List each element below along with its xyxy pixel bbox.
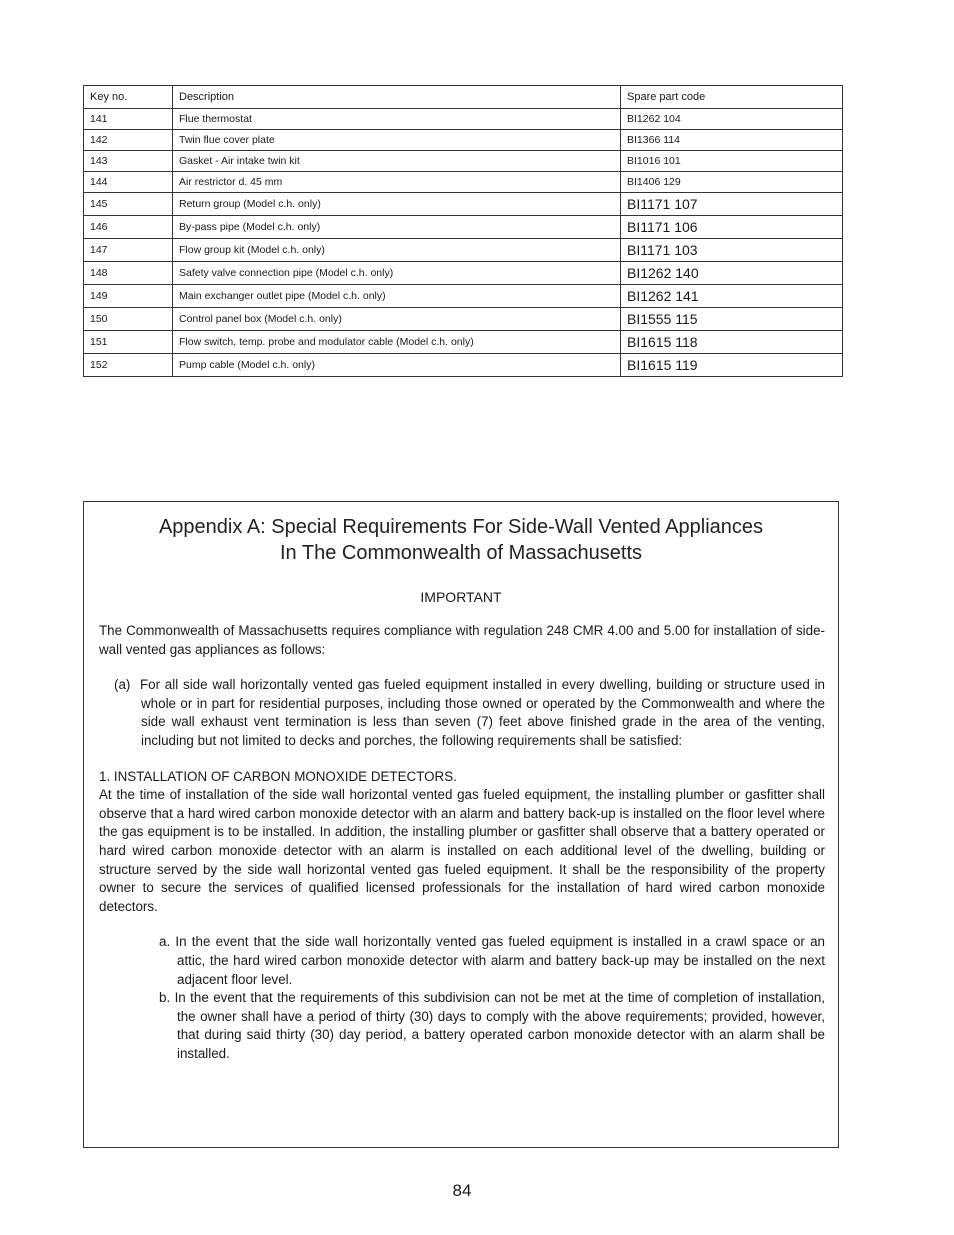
appendix-a-box [83, 501, 839, 1148]
key-no-cell: 144 [84, 172, 173, 193]
spare-part-code-cell: BI1615 118 [621, 331, 843, 354]
description-cell: Twin flue cover plate [173, 130, 621, 151]
description-cell: Pump cable (Model c.h. only) [173, 354, 621, 377]
spare-part-code-cell: BI1171 103 [621, 239, 843, 262]
table-row [84, 193, 843, 216]
key-no-cell: 146 [84, 216, 173, 239]
table-row [84, 239, 843, 262]
description-cell: Control panel box (Model c.h. only) [173, 308, 621, 331]
spare-part-code-cell: BI1171 107 [621, 193, 843, 216]
key-no-cell: 152 [84, 354, 173, 377]
table-row [84, 216, 843, 239]
table-row [84, 130, 843, 151]
item-a-paragraph: (a) For all side wall horizontally vented gas fueled equipment installed in every dwelling, building or structure used in whole or in part for residential purposes, including those owned or operated by the Commonwealth and where the side wall exhaust vent termination is less than seven (7) feet above finished grade in the area of the venting, including but not limited to decks and porches, the following requirements shall be satisfied: [114, 677, 825, 748]
key-no-cell: 150 [84, 308, 173, 331]
spare-parts-table [83, 85, 843, 377]
spare-part-code-cell: BI1615 119 [621, 354, 843, 377]
description-cell: By-pass pipe (Model c.h. only) [173, 216, 621, 239]
spare-part-code-cell: BI1262 104 [621, 109, 843, 130]
page-number: 84 [452, 1181, 472, 1200]
important-heading: IMPORTANT [420, 589, 502, 605]
section-1-body: At the time of installation of the side wall horizontal vented gas fueled equipment, the installing plumber or gasfitter shall observe that a hard wired carbon monoxide detector with an alarm and battery back-up is installed on the floor level where the gas equipment is to be installed. In addition, the installing plumber or gasfitter shall observe that a battery operated or hard wired carbon monoxide detector with an alarm is installed on each additional level of the dwelling, building or structure served by the side wall horizontal vented gas fueled equipment. It shall be the responsibility of the property owner to secure the services of qualified licensed professionals for the installation of hard wired carbon monoxide detectors. [99, 787, 825, 914]
table-row [84, 331, 843, 354]
spare-part-code-cell: BI1262 141 [621, 285, 843, 308]
header-key-no: Key no. [84, 86, 173, 109]
table-row [84, 109, 843, 130]
section-1-heading: 1. INSTALLATION OF CARBON MONOXIDE DETECTORS. [99, 768, 457, 784]
description-cell: Flue thermostat [173, 109, 621, 130]
table-row [84, 262, 843, 285]
description-cell: Safety valve connection pipe (Model c.h. only) [173, 262, 621, 285]
spare-part-code-cell: BI1262 140 [621, 262, 843, 285]
header-spare-part-code: Spare part code [621, 86, 843, 109]
description-cell: Flow switch, temp. probe and modulator cable (Model c.h. only) [173, 331, 621, 354]
spare-part-code-cell: BI1016 101 [621, 151, 843, 172]
table-row [84, 308, 843, 331]
table-row [84, 285, 843, 308]
intro-paragraph: The Commonwealth of Massachusetts requires compliance with regulation 248 CMR 4.00 and 5.00 for installation of side-wall vented gas appliances as follows: [99, 623, 825, 657]
description-cell: Main exchanger outlet pipe (Model c.h. only) [173, 285, 621, 308]
table-row [84, 354, 843, 377]
sub-item-a: a. In the event that the side wall horizontally vented gas fueled equipment is installed in a crawl space or an attic, the hard wired carbon monoxide detector with alarm and battery back-up may be installed on the next adjacent floor level. [159, 934, 825, 987]
spare-part-code-cell: BI1366 114 [621, 130, 843, 151]
spare-part-code-cell: BI1171 106 [621, 216, 843, 239]
key-no-cell: 143 [84, 151, 173, 172]
header-description: Description [173, 86, 621, 109]
description-cell: Return group (Model c.h. only) [173, 193, 621, 216]
appendix-title-line-2: In The Commonwealth of Massachusetts [279, 542, 643, 564]
sub-item-b: b. In the event that the requirements of this subdivision can not be met at the time of completion of installation, the owner shall have a period of thirty (30) days to comply with the above requirements; provided, however, that during said thirty (30) day period, a battery operated carbon monoxide detector with an alarm shall be installed. [159, 990, 825, 1061]
key-no-cell: 141 [84, 109, 173, 130]
key-no-cell: 147 [84, 239, 173, 262]
key-no-cell: 142 [84, 130, 173, 151]
key-no-cell: 148 [84, 262, 173, 285]
table-row [84, 151, 843, 172]
key-no-cell: 149 [84, 285, 173, 308]
section-1-sublist [99, 933, 825, 1063]
key-no-cell: 151 [84, 331, 173, 354]
table-header-row [84, 86, 843, 109]
table-row [84, 172, 843, 193]
spare-part-code-cell: BI1406 129 [621, 172, 843, 193]
description-cell: Air restrictor d. 45 mm [173, 172, 621, 193]
description-cell: Gasket - Air intake twin kit [173, 151, 621, 172]
appendix-title-line-1: Appendix A: Special Requirements For Side-Wall Vented Appliances [158, 516, 764, 538]
key-no-cell: 145 [84, 193, 173, 216]
description-cell: Flow group kit (Model c.h. only) [173, 239, 621, 262]
appendix-title [84, 514, 838, 566]
spare-part-code-cell: BI1555 115 [621, 308, 843, 331]
